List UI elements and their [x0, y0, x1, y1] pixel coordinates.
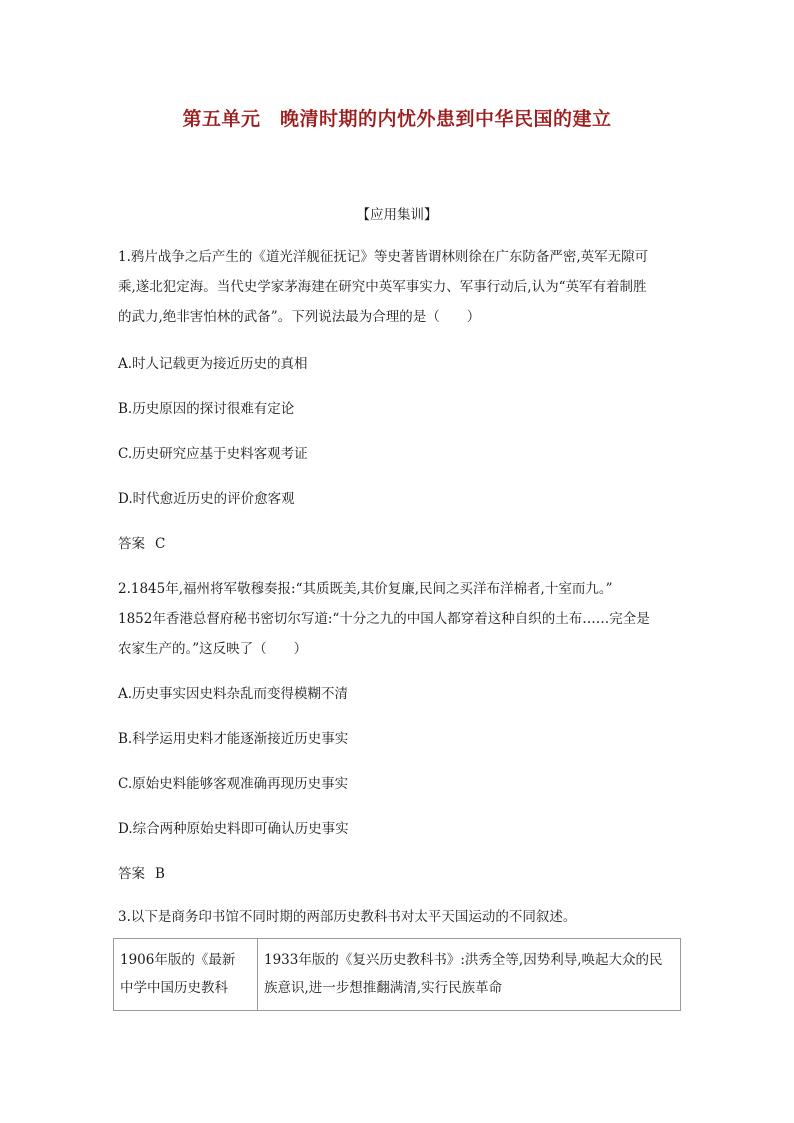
- q2-option-d: D.综合两种原始史料即可确认历史事实: [118, 821, 349, 837]
- section-heading: 【应用集训】: [356, 207, 438, 223]
- q2-stem-line: 农家生产的。”这反映了（ ）: [118, 641, 308, 657]
- q1-option-d: D.时代愈近历史的评价愈客观: [118, 491, 295, 507]
- cell-line: 族意识,进一步想推翻满清,实行民族革命: [264, 980, 503, 996]
- cell-line: 1906年版的《最新: [120, 952, 236, 968]
- q2-option-c: C.原始史料能够客观准确再现历史事实: [118, 776, 349, 792]
- answer-value: C: [155, 536, 166, 552]
- q1-stem-line: 1.鸦片战争之后产生的《道光洋舰征抚记》等史著皆谓林则徐在广东防备严密,英军无隙可: [118, 249, 649, 265]
- answer-label: 答案: [118, 536, 145, 552]
- q2-stem-line: 2.1845年,福州将军敬穆奏报:“其质既美,其价复廉,民间之买洋布洋棉者,十室而九。”: [118, 581, 613, 597]
- q2-answer: [118, 862, 165, 882]
- q1-stem-line: 乘,遂北犯定海。当代史学家茅海建在研究中英军事实力、军事行动后,认为“英军有着制胜: [118, 279, 647, 295]
- q3-stem: 3.以下是商务印书馆不同时期的两部历史教科书对太平天国运动的不同叙述。: [118, 909, 577, 925]
- answer-label: 答案: [118, 866, 145, 882]
- q1-option-b: B.历史原因的探讨很难有定论: [118, 401, 295, 417]
- textbook-comparison-table: [113, 938, 681, 1011]
- q1-option-c: C.历史研究应基于史料客观考证: [118, 446, 308, 462]
- answer-value: B: [155, 866, 165, 882]
- cell-line: 1933年版的《复兴历史教科书》:洪秀全等,因势利导,唤起大众的民: [264, 952, 663, 968]
- unit-title: 第五单元 晚清时期的内忧外患到中华民国的建立: [182, 108, 612, 130]
- q2-stem-line: 1852年香港总督府秘书密切尔写道:“十分之九的中国人都穿着这种自织的土布……完全是: [118, 611, 650, 627]
- q1-option-a: A.时人记载更为接近历史的真相: [118, 356, 308, 372]
- q2-option-b: B.科学运用史料才能逐渐接近历史事实: [118, 731, 349, 747]
- table-cell-1906: [114, 939, 258, 1011]
- table-row: [114, 939, 681, 1011]
- q1-stem-line: 的武力,绝非害怕林的武备”。下列说法最为合理的是（ ）: [118, 309, 481, 325]
- cell-line: 中学中国历史教科: [120, 980, 228, 996]
- q2-option-a: A.历史事实因史料杂乱而变得模糊不清: [118, 686, 349, 702]
- q1-answer: [118, 532, 165, 552]
- table-cell-1933: [258, 939, 681, 1011]
